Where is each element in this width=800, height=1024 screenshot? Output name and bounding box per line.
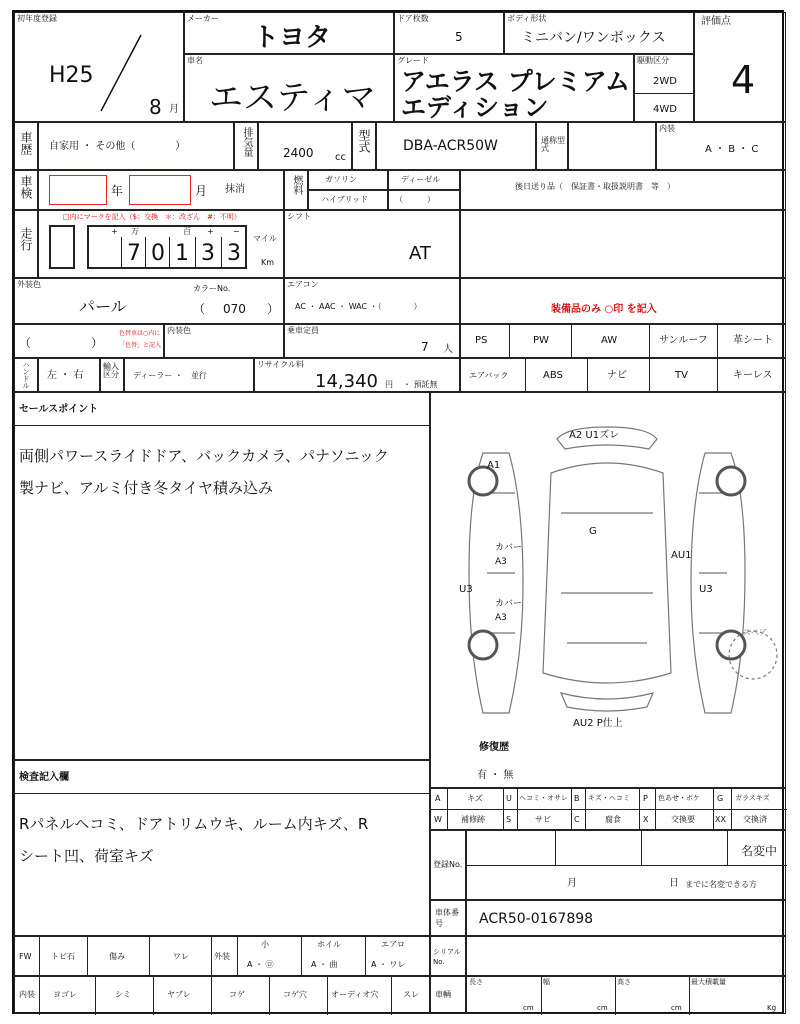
int-shimi: シミ xyxy=(115,990,131,999)
auction-sheet xyxy=(12,10,784,1014)
int-koge: コゲ xyxy=(229,990,245,999)
inspection-year-box[interactable] xyxy=(49,175,107,205)
diesel-cell xyxy=(388,170,460,190)
deposit-value: ・ 預託無 xyxy=(403,380,438,389)
int-yabure: ヤブレ xyxy=(167,990,191,999)
slash-mark xyxy=(95,31,155,115)
reg-label: 初年度登録 xyxy=(17,14,57,23)
color-no-label: カラーNo. xyxy=(193,284,231,293)
size-cell xyxy=(466,976,786,1014)
ext-small: 小 xyxy=(261,940,269,949)
inspection-label-cell xyxy=(14,170,38,210)
mileage-prefix-box[interactable] xyxy=(49,225,75,269)
import-label: 輸入区分 xyxy=(103,362,119,379)
name-change: 名変中 xyxy=(741,844,778,858)
ac-label: エアコン xyxy=(287,280,319,289)
common-cell xyxy=(568,122,656,170)
paren-value: （ ） xyxy=(19,336,104,350)
size-label: 車輌 xyxy=(435,990,451,999)
recycle-value: 14,340 xyxy=(315,371,378,392)
drive-2wd: 2WD xyxy=(653,76,677,87)
int-audio: オーディオ穴 xyxy=(331,990,379,999)
equip-leather[interactable]: 革シート xyxy=(733,335,773,346)
reg-month: 8 xyxy=(149,95,162,119)
paren-cell xyxy=(14,324,164,358)
inspect-line-1: Rパネルヘコミ、ドアトリムウキ、ルーム内キズ、R xyxy=(19,815,369,833)
mileage-digit-4: 3 xyxy=(201,241,215,266)
mark-a1: A1 xyxy=(487,460,501,471)
sales-line-2: 製ナビ、アルミ付き冬タイヤ積み込み xyxy=(19,479,273,497)
vin-label: 車体番号 xyxy=(435,908,459,928)
shift-value: AT xyxy=(409,243,431,264)
width-label: 幅 xyxy=(543,978,550,986)
length-unit: cm xyxy=(523,1004,534,1012)
fw-itami: 傷み xyxy=(109,952,125,961)
doors-label: ドア枚数 xyxy=(397,14,429,23)
color-no-value: 070 xyxy=(223,302,246,316)
change-note-1: 色替車は○内に xyxy=(119,330,161,337)
cc-unit: cc xyxy=(335,152,346,163)
equip-pw[interactable]: PW xyxy=(533,335,549,346)
maker-cell xyxy=(184,12,394,54)
drive-label: 駆動区分 xyxy=(637,56,669,65)
body-cell xyxy=(504,12,694,54)
equip-sunroof[interactable]: サンルーフ xyxy=(659,335,708,346)
capacity-cell xyxy=(284,324,460,358)
mark-g: G xyxy=(589,526,597,537)
inspect-title: 検査記入欄 xyxy=(19,772,69,783)
repair-label: 修復歴 xyxy=(479,742,509,753)
grade-value: アエラス プレミアムエディション xyxy=(401,67,630,122)
docs-body-cell xyxy=(460,210,786,278)
gasoline-cell xyxy=(308,170,388,190)
mile-unit: マイル xyxy=(253,234,277,243)
equip-keyless[interactable]: キーレス xyxy=(733,370,773,381)
height-unit: cm xyxy=(671,1004,682,1012)
history-label: 車歴 xyxy=(19,131,33,155)
ext-wheel-value: A ・ 曲 xyxy=(311,960,338,969)
body-label: ボディ形状 xyxy=(507,14,547,23)
inspection-year-unit: 年 xyxy=(111,184,124,198)
int-yogore: ヨゴレ xyxy=(53,990,77,999)
equip-airbag[interactable]: エアバック xyxy=(469,371,509,380)
mark-u3-right: U3 xyxy=(699,584,713,595)
mileage-cell xyxy=(38,210,284,278)
fuel-label: 燃料 xyxy=(291,175,302,195)
ext-small-value: A ・ ㋺ xyxy=(247,960,274,969)
color-label: 外装色 xyxy=(17,280,41,289)
color-value: パール xyxy=(79,297,127,316)
mileage-digit-5: 3 xyxy=(227,241,241,266)
int-sure: スレ xyxy=(403,990,419,999)
score-cell xyxy=(694,12,786,122)
hybrid-cell xyxy=(308,190,388,210)
score-value: 4 xyxy=(731,58,756,102)
reg-no-label: 登録No. xyxy=(433,860,463,869)
fw-label: FW xyxy=(19,952,32,961)
model-label-cell xyxy=(352,122,376,170)
common-label-cell xyxy=(536,122,568,170)
capacity-value: 7 xyxy=(421,340,429,354)
ac-value: AC ・ AAC ・ WAC ・（ ） xyxy=(295,302,422,311)
model-cell xyxy=(376,122,536,170)
hybrid-paren-cell xyxy=(388,190,460,210)
mark-au1: AU1 xyxy=(671,550,692,561)
reg-deadline: までに名変できる方 xyxy=(685,880,757,889)
fw-row xyxy=(14,936,430,976)
car-diagram xyxy=(431,393,785,723)
ext-wheel: ホイル xyxy=(317,940,341,949)
equipment-row-1 xyxy=(460,324,786,358)
interior-label: 内装 xyxy=(659,124,675,133)
repair-value: 有 ・ 無 xyxy=(477,770,514,781)
inspection-month-unit: 月 xyxy=(195,184,208,198)
size-label-cell xyxy=(430,976,466,1014)
doors-cell xyxy=(394,12,504,54)
shift-label: シフト xyxy=(287,212,311,221)
handle-value: 左 ・ 右 xyxy=(47,370,84,381)
equip-ps[interactable]: PS xyxy=(475,335,488,346)
vin-value: ACR50-0167898 xyxy=(479,911,594,927)
ext-aero: エアロ xyxy=(381,940,405,949)
carname-label: 車名 xyxy=(187,56,203,65)
mark-spare: スペア xyxy=(743,628,767,637)
inspection-cell xyxy=(38,170,284,210)
height-label: 高さ xyxy=(617,978,631,986)
inspect-box xyxy=(14,760,430,936)
interior-row xyxy=(14,976,430,1014)
model-label: 型式 xyxy=(357,129,371,153)
handle-label: ハンドル xyxy=(22,361,30,389)
score-label: 評価点 xyxy=(701,16,731,27)
gasoline: ガソリン xyxy=(325,175,357,184)
fw-tobiishi: トビ石 xyxy=(51,952,75,961)
reg-day-label: 日 xyxy=(669,878,679,889)
mileage-digits: + 万 百 + − 7 0 1 3 3 xyxy=(87,225,247,269)
inner-color-label: 内装色 xyxy=(167,326,191,335)
mileage-label-cell xyxy=(14,210,38,278)
displacement-cell xyxy=(258,122,352,170)
grade-label: グレード xyxy=(397,56,429,65)
change-note-2: 「色替」と記入 xyxy=(119,342,162,349)
mark-au2: AU2 P仕上 xyxy=(573,718,623,729)
ac-cell xyxy=(284,278,460,324)
docs-title-cell xyxy=(460,170,786,210)
vin-cell xyxy=(466,900,786,936)
reg-year: H25 xyxy=(49,63,94,88)
docs-title: 後日送り品（ 保証書・取扱説明書 等 ） xyxy=(515,182,675,191)
length-label: 長さ xyxy=(469,978,483,986)
drive-4wd: 4WD xyxy=(653,104,677,115)
serial-label: シリアルNo. xyxy=(433,948,461,966)
serial-label-cell xyxy=(430,936,466,976)
maker-label: メーカー xyxy=(187,14,219,23)
history-label-cell xyxy=(14,122,38,170)
inspection-month-box[interactable] xyxy=(129,175,191,205)
model-value: DBA-ACR50W xyxy=(403,138,498,154)
recycle-cell xyxy=(254,358,460,392)
reg-month-label: 月 xyxy=(567,878,577,889)
equip-title: 装備品のみ ○印 を記入 xyxy=(551,304,657,315)
sales-line-1: 両側パワースライドドア、バックカメラ、パナソニック xyxy=(19,447,389,465)
displacement-value: 2400 xyxy=(283,146,314,160)
interior-value: A ・ B ・ C xyxy=(705,144,759,155)
recycle-label: リサイクル料 xyxy=(257,360,304,369)
ext-label: 外装 xyxy=(214,952,230,961)
load-unit: Kg xyxy=(767,1004,777,1012)
doors-value: 5 xyxy=(455,30,463,44)
registration-cell xyxy=(14,12,184,122)
diesel: ディーゼル xyxy=(401,175,441,184)
equip-tv[interactable]: TV xyxy=(675,370,688,381)
km-unit: Km xyxy=(261,258,275,267)
equip-aw[interactable]: AW xyxy=(601,335,618,346)
carname-cell xyxy=(184,54,394,122)
reg-no-cell xyxy=(466,830,786,900)
handle-label-cell xyxy=(14,358,38,392)
car-diagram-box xyxy=(430,392,786,788)
equip-navi[interactable]: ナビ xyxy=(607,370,627,381)
common-label: 通称型式 xyxy=(541,136,565,153)
fw-ware: ワレ xyxy=(173,952,189,961)
vin-label-cell xyxy=(430,900,466,936)
mark-cover-a3-rear: カバー A3 xyxy=(495,599,523,623)
reg-month-unit: 月 xyxy=(169,104,179,115)
int-label: 内装 xyxy=(19,990,35,999)
sales-title: セールスポイント xyxy=(19,404,99,415)
import-value: ディーラー ・ 並行 xyxy=(133,371,207,380)
displacement-label: 排気量 xyxy=(241,127,252,157)
grade-cell xyxy=(394,54,634,122)
sales-point-box xyxy=(14,392,430,760)
ext-aero-value: A ・ ワレ xyxy=(371,960,406,969)
mileage-digit-1: 7 xyxy=(127,241,141,266)
import-label-cell xyxy=(100,358,124,392)
fuel-label-cell xyxy=(284,170,308,210)
int-kogeana: コゲ穴 xyxy=(283,990,307,999)
shift-cell xyxy=(284,210,460,278)
mileage-digit-2: 0 xyxy=(151,241,165,266)
handle-cell xyxy=(38,358,100,392)
equip-abs[interactable]: ABS xyxy=(543,370,563,381)
carname-value: エスティマ xyxy=(209,78,376,118)
inspect-line-2: シート凹、荷室キズ xyxy=(19,847,154,865)
color-cell: 外装色 パール カラーNo. （ 070 ） xyxy=(14,278,284,324)
capacity-unit: 人 xyxy=(443,344,453,355)
mileage-note: □内にマークを記入（$：交換 ＊：改ざん #：不明） xyxy=(63,213,241,221)
body-value: ミニバン/ワンボックス xyxy=(521,30,666,46)
drive-cell xyxy=(634,54,694,122)
mark-a2-u1: A2 U1ズレ xyxy=(569,430,620,441)
capacity-label: 乗車定員 xyxy=(287,326,319,335)
load-label: 最大積載量 xyxy=(691,978,726,986)
hybrid: ハイブリッド xyxy=(321,195,369,204)
inspection-expired: 抹消 xyxy=(225,184,245,195)
equipment-row-2 xyxy=(460,358,786,392)
width-unit: cm xyxy=(597,1004,608,1012)
legend-table: A キズ U ヘコミ・オサレ B キズ・ヘコミ P 色あせ・ボケ G ガラスキズ W 補修跡 S サビ C 腐食 X 交換要 XX 交換済 xyxy=(430,788,786,830)
history-value: 自家用 ・ その他（ ） xyxy=(49,141,186,152)
maker-value: トヨタ xyxy=(253,23,332,53)
yen-unit: 円 xyxy=(385,380,393,389)
inspection-label: 車検 xyxy=(19,175,33,199)
reg-no-label-cell xyxy=(430,830,466,900)
mark-u3-left: U3 xyxy=(459,584,473,595)
mark-cover-a3-front: カバー A3 xyxy=(495,543,523,567)
serial-cell xyxy=(466,936,786,976)
inner-color-cell xyxy=(164,324,284,358)
mileage-digit-3: 1 xyxy=(175,241,189,266)
hybrid-paren: （ ） xyxy=(395,195,435,204)
interior-cell xyxy=(656,122,786,170)
import-cell xyxy=(124,358,254,392)
displacement-label-cell xyxy=(234,122,258,170)
history-cell xyxy=(38,122,234,170)
equip-title-cell xyxy=(460,278,786,324)
mileage-label: 走行 xyxy=(19,227,33,251)
